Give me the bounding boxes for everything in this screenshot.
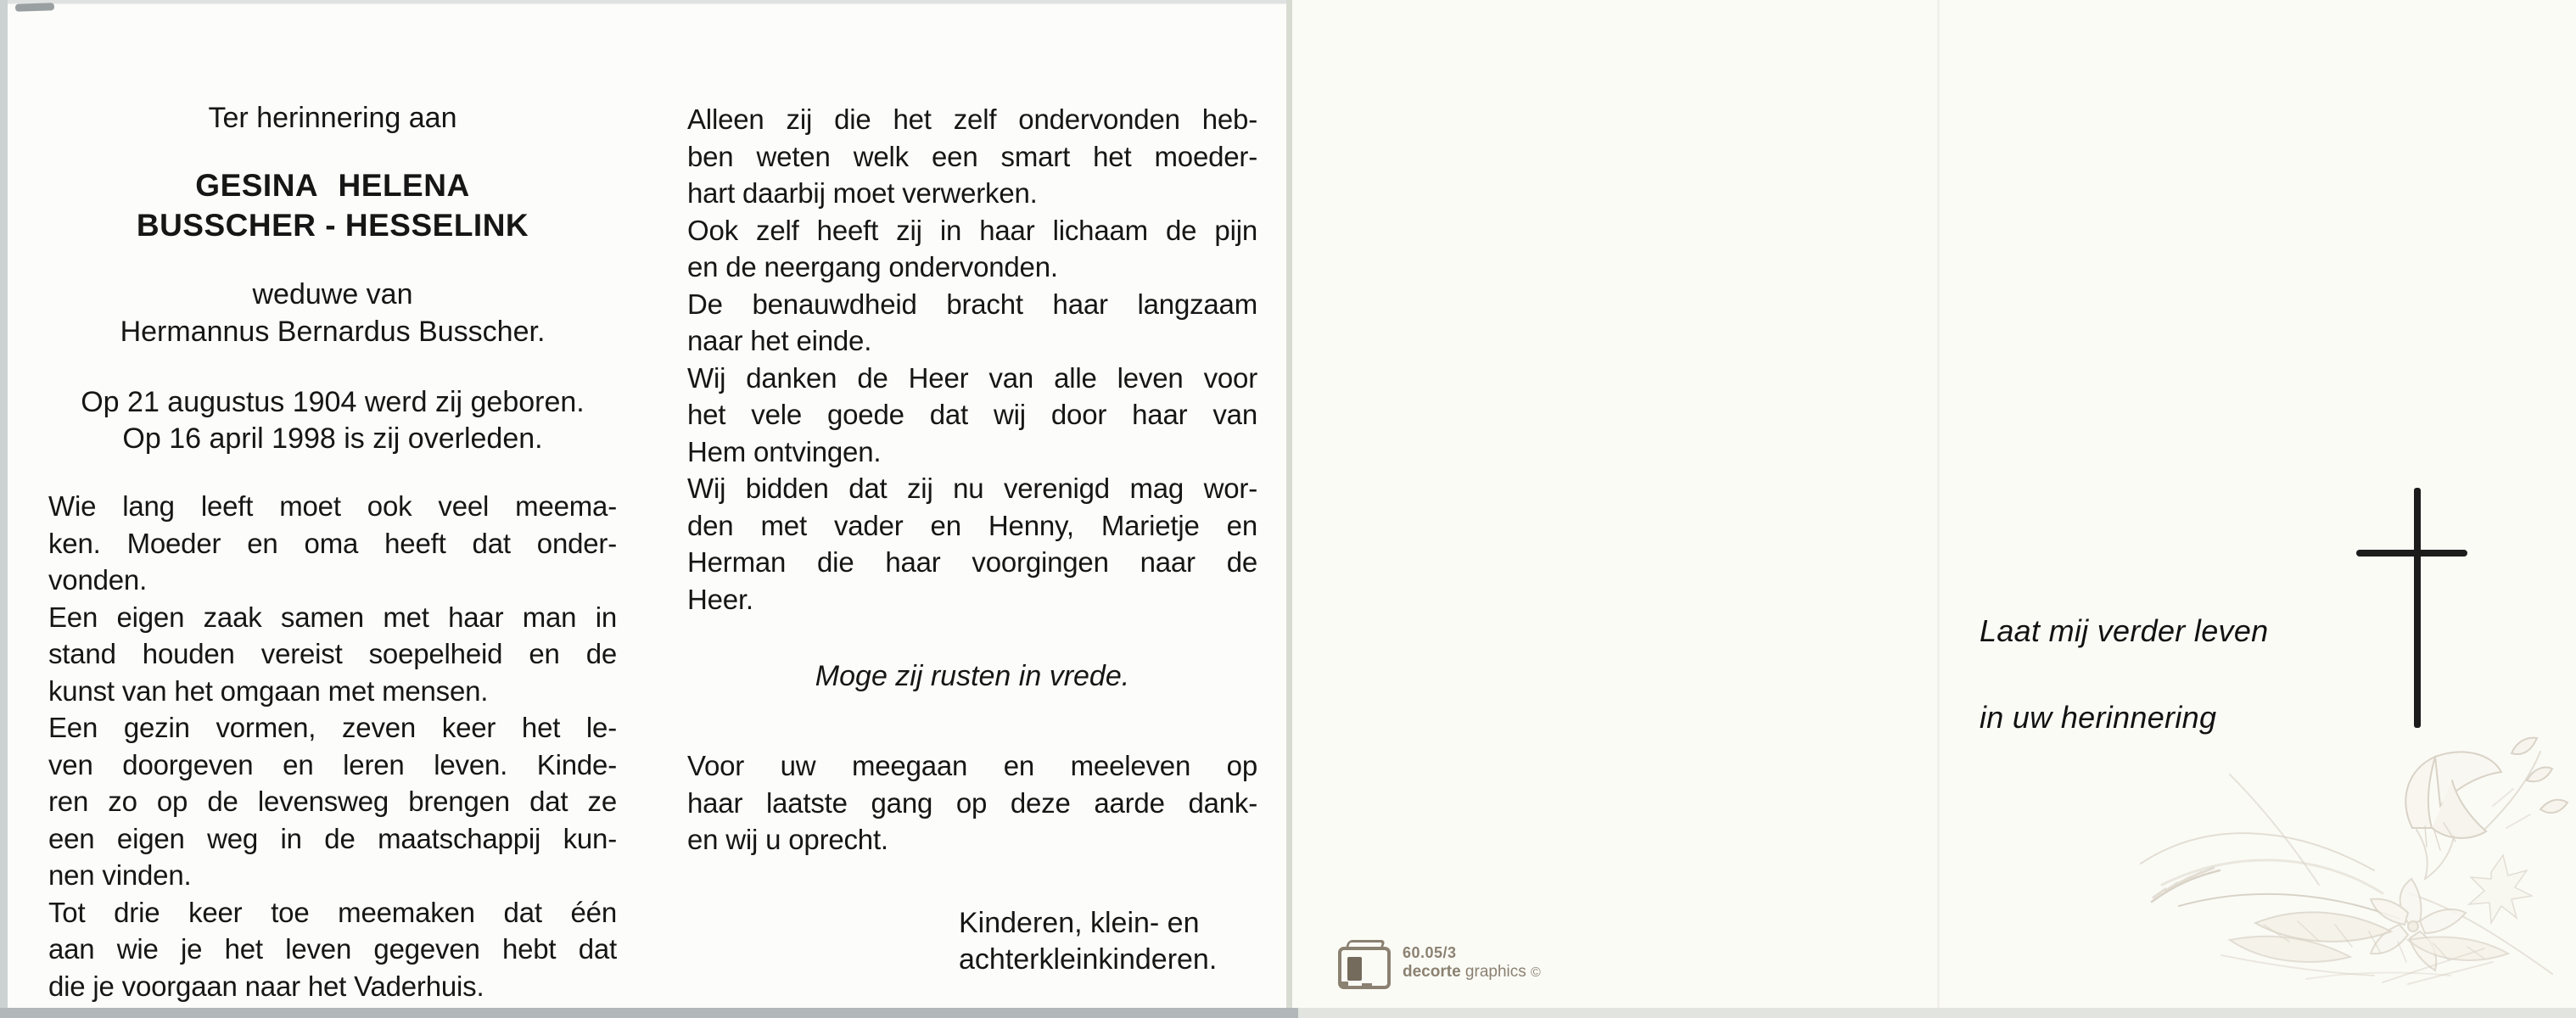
text-line: het vele goede dat wij door haar van <box>687 399 1257 430</box>
text-line: ven doorgeven en leren leven. Kinde- <box>48 748 617 780</box>
cross-icon-bar <box>2356 550 2467 557</box>
memorial-text-left <box>48 488 617 1004</box>
intro-line: Ter herinnering aan <box>208 102 457 134</box>
signature-block <box>959 905 1257 978</box>
text-line: Wij danken de Heer van alle leven voor <box>687 361 1257 394</box>
printer-brand <box>1403 962 1541 982</box>
text-line: stand houden vereist soepelheid en de <box>48 638 617 669</box>
text-line: Een gezin vormen, zeven keer het le- <box>48 712 617 743</box>
deceased-last-names: BUSSCHER - HESSELINK <box>136 208 529 243</box>
text-line: en wij u oprecht. <box>687 824 888 855</box>
scan-bottom-edge-left <box>0 1008 1298 1018</box>
text-line: een eigen weg in de maatschappij kun- <box>48 822 617 854</box>
text-line: Hem ontvingen. <box>687 435 882 467</box>
front-quote-line-2: in uw herinnering <box>1980 700 2217 735</box>
text-line: ren zo op de levensweg brengen dat ze <box>48 786 617 817</box>
text-line: Alleen zij die het zelf ondervonden heb- <box>687 103 1257 135</box>
card-fold-crease <box>1937 0 1940 1008</box>
text-line: Herman die haar voorgingen naar de <box>687 546 1257 578</box>
text-line: Een eigen zaak samen met haar man in <box>48 601 617 633</box>
memorial-text-right <box>687 101 1257 618</box>
scan-artifact-mark <box>15 3 54 12</box>
deceased-name <box>48 165 617 245</box>
copyright-icon: © <box>1531 965 1541 980</box>
deceased-first-names: GESINA HELENA <box>195 168 470 203</box>
booklet-icon <box>1338 947 1391 989</box>
text-line: naar het einde. <box>687 325 872 356</box>
printer-brand-suffix: graphics <box>1460 963 1532 981</box>
signature-line-1: Kinderen, klein- en <box>959 907 1200 939</box>
text-line: De benauwdheid bracht haar langzaam <box>687 288 1257 320</box>
text-line: nen vinden. <box>48 859 192 891</box>
text-line: Tot drie keer toe meemaken dat één <box>48 896 617 928</box>
text-line: ken. Moeder en oma heeft dat onder- <box>48 527 617 559</box>
life-dates <box>48 384 617 457</box>
husband-name: Hermannus Bernardus Busscher. <box>120 316 546 348</box>
text-line: Wie lang leeft moet ook veel meema- <box>48 490 617 522</box>
text-line: die je voorgaan naar het Vaderhuis. <box>48 970 484 1002</box>
text-line: hart daarbij moet verwerken. <box>687 177 1038 209</box>
text-line: vonden. <box>48 564 148 596</box>
death-date-line: Op 16 april 1998 is zij overleden. <box>122 422 543 455</box>
flower-etching-illustration <box>2128 728 2576 987</box>
card-front-panel <box>1292 0 2576 1008</box>
cross-icon <box>2414 488 2421 728</box>
scan-bottom-edge-right <box>1298 1008 2576 1018</box>
inside-left-column <box>48 4 617 1008</box>
printer-brand-name: decorte <box>1403 963 1461 981</box>
widow-block <box>48 276 617 350</box>
signature-line-2: achterkleinkinderen. <box>959 943 1218 976</box>
text-line: Heer. <box>687 583 753 615</box>
printer-code: 60.05/3 <box>1403 944 1457 961</box>
scan-left-edge <box>0 0 8 1018</box>
text-line: Voor uw meegaan en meeleven op <box>687 750 1257 781</box>
text-line: kunst van het omgaan met mensen. <box>48 674 489 707</box>
text-line: haar laatste gang op deze aarde dank- <box>687 786 1257 819</box>
text-line: Ook zelf heeft zij in haar lichaam de pijn <box>687 214 1257 246</box>
text-line: ben weten welk een smart het moeder- <box>687 140 1257 172</box>
thanks-text <box>687 747 1257 859</box>
text-line: den met vader en Henny, Marietje en <box>687 509 1257 541</box>
card-edge-divider <box>1286 0 1292 1008</box>
printer-imprint <box>1338 943 1541 989</box>
birth-date-line: Op 21 augustus 1904 werd zij geboren. <box>81 386 585 418</box>
text-line: en de neergang ondervonden. <box>687 251 1058 282</box>
card-inside-panel <box>8 3 1286 1008</box>
inside-right-column <box>687 4 1257 1008</box>
widow-label: weduwe van <box>252 278 413 310</box>
text-line: aan wie je het leven gegeven hebt dat <box>48 933 617 965</box>
rest-in-peace-line: Moge zij rusten in vrede. <box>815 660 1130 692</box>
text-line: Wij bidden dat zij nu verenigd mag wor- <box>687 473 1257 504</box>
front-quote-line-1: Laat mij verder leven <box>1980 613 2269 648</box>
